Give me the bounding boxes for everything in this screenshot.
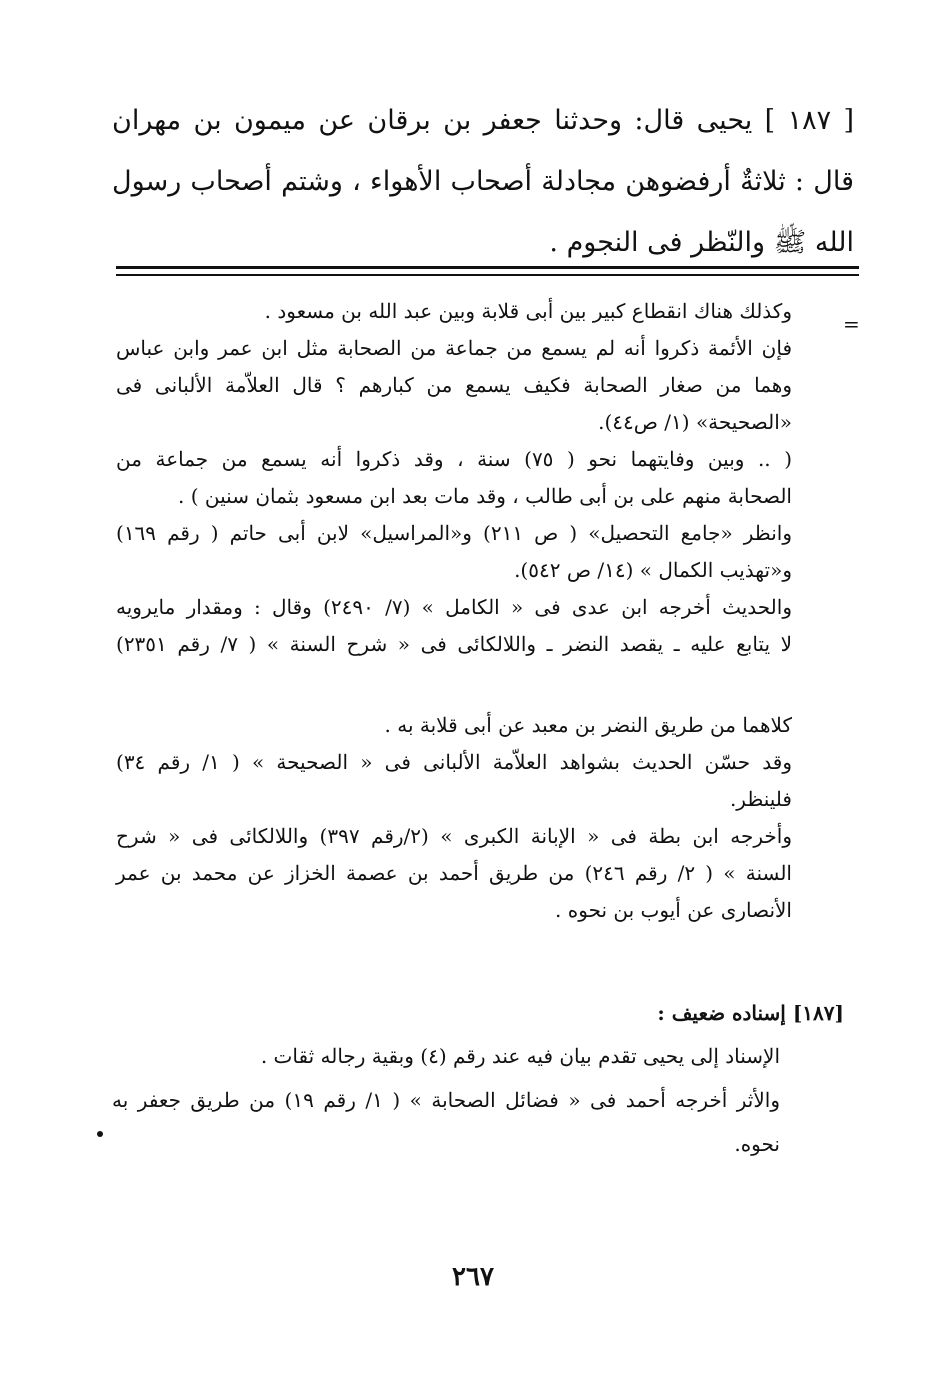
footnote-paragraph <box>116 744 792 818</box>
main-text <box>112 90 854 273</box>
footnote-paragraph <box>116 293 792 330</box>
footnote-line: والأثر أخرجه أحمد فى « فضائل الصحابة » ( ١/ رقم ١٩) من طريق جعفر به <box>112 1088 780 1112</box>
footnote-paragraph <box>112 1078 780 1166</box>
footnotes-section-2 <box>112 1034 780 1166</box>
footnote-paragraph <box>112 1034 780 1078</box>
main-text-line: [ ١٨٧ ] يحيى قال: وحدثنا جعفر بن برقان عن ميمون بن مهران <box>112 105 854 136</box>
footnote-paragraph <box>116 818 792 929</box>
footnote-heading: [١٨٧] إسناده ضعيف : <box>657 1001 844 1025</box>
main-text-line: قال : ثلاثةٌ أرفضوهن مجادلة أصحاب الأهواء ، وشتم أصحاب رسول <box>112 166 854 197</box>
footnote-line: «الصحيحة» (١/ ص٤٤). <box>598 410 792 434</box>
footnote-line: الصحابة منهم على بن أبى طالب ، وقد مات بعد ابن مسعود بثمان سنين ) . <box>178 484 792 508</box>
footnote-paragraph <box>116 589 792 663</box>
footnote-line: وهما من صغار الصحابة فكيف يسمع من كبارهم ؟ قال العلاّمة الألبانى فى <box>116 373 792 397</box>
footnote-paragraph <box>116 441 792 515</box>
footnote-line: السنة » ( ٢/ رقم ٢٤٦) من طريق أحمد بن عصمة الخزاز عن محمد بن عمر <box>116 861 792 885</box>
footnote-line: والحديث أخرجه ابن عدى فى « الكامل » (٧/ ٢٤٩٠) وقال : ومقدار مايرويه <box>116 595 792 619</box>
footnote-paragraph <box>116 707 792 744</box>
footnote-line: الأنصارى عن أيوب بن نحوه . <box>555 898 792 922</box>
footnote-line: فلينظر. <box>729 787 792 811</box>
page-number: ٢٦٧ <box>452 1262 494 1292</box>
footnote-line: نحوه. <box>734 1132 780 1156</box>
footnote-line: وقد حسّن الحديث بشواهد العلاّمة الألبانى فى « الصحيحة » ( ١/ رقم ٣٤) <box>116 750 793 774</box>
separator-rule-thin <box>116 274 859 276</box>
paragraph-gap <box>116 663 792 707</box>
footnote-line: لا يتابع عليه ـ يقصد النضر ـ واللالكائى فى « شرح السنة » ( ٧/ رقم ٢٣٥١) <box>116 632 792 656</box>
footnote-paragraph <box>116 515 792 589</box>
footnote-line: فإن الأئمة ذكروا أنه لم يسمع من جماعة من الصحابة مثل ابن عمر وابن عباس <box>116 336 792 360</box>
footnote-line: ( .. وبين وفايتهما نحو ( ٧٥) سنة ، وقد ذكروا أنه يسمع من جماعة من <box>116 447 792 471</box>
footnote-paragraph <box>116 330 792 441</box>
footnote-line: وأخرجه ابن بطة فى « الإبانة الكبرى » (٢/رقم ٣٩٧) واللالكائى فى « شرح <box>116 824 792 848</box>
separator-rule-thick <box>116 266 859 269</box>
margin-dot <box>97 1131 103 1137</box>
footnote-line: و«تهذيب الكمال » (١٤/ ص ٥٤٢). <box>514 558 792 582</box>
footnote-continuation-marker: = <box>843 312 860 336</box>
main-text-line: الله ﷺ والنّظر فى النجوم . <box>549 227 854 258</box>
footnote-line: الإسناد إلى يحيى تقدم بيان فيه عند رقم (٤) وبقية رجاله ثقات . <box>260 1044 780 1068</box>
footnote-line: وكذلك هناك انقطاع كبير بين أبى قلابة وبين عبد الله بن مسعود . <box>264 299 792 323</box>
footnotes-section <box>116 293 792 929</box>
footnote-line: وانظر «جامع التحصيل» ( ص ٢١١) و«المراسيل» لابن أبى حاتم ( رقم ١٦٩) <box>116 521 792 545</box>
footnote-line: كلاهما من طريق النضر بن معبد عن أبى قلابة به . <box>384 713 792 737</box>
